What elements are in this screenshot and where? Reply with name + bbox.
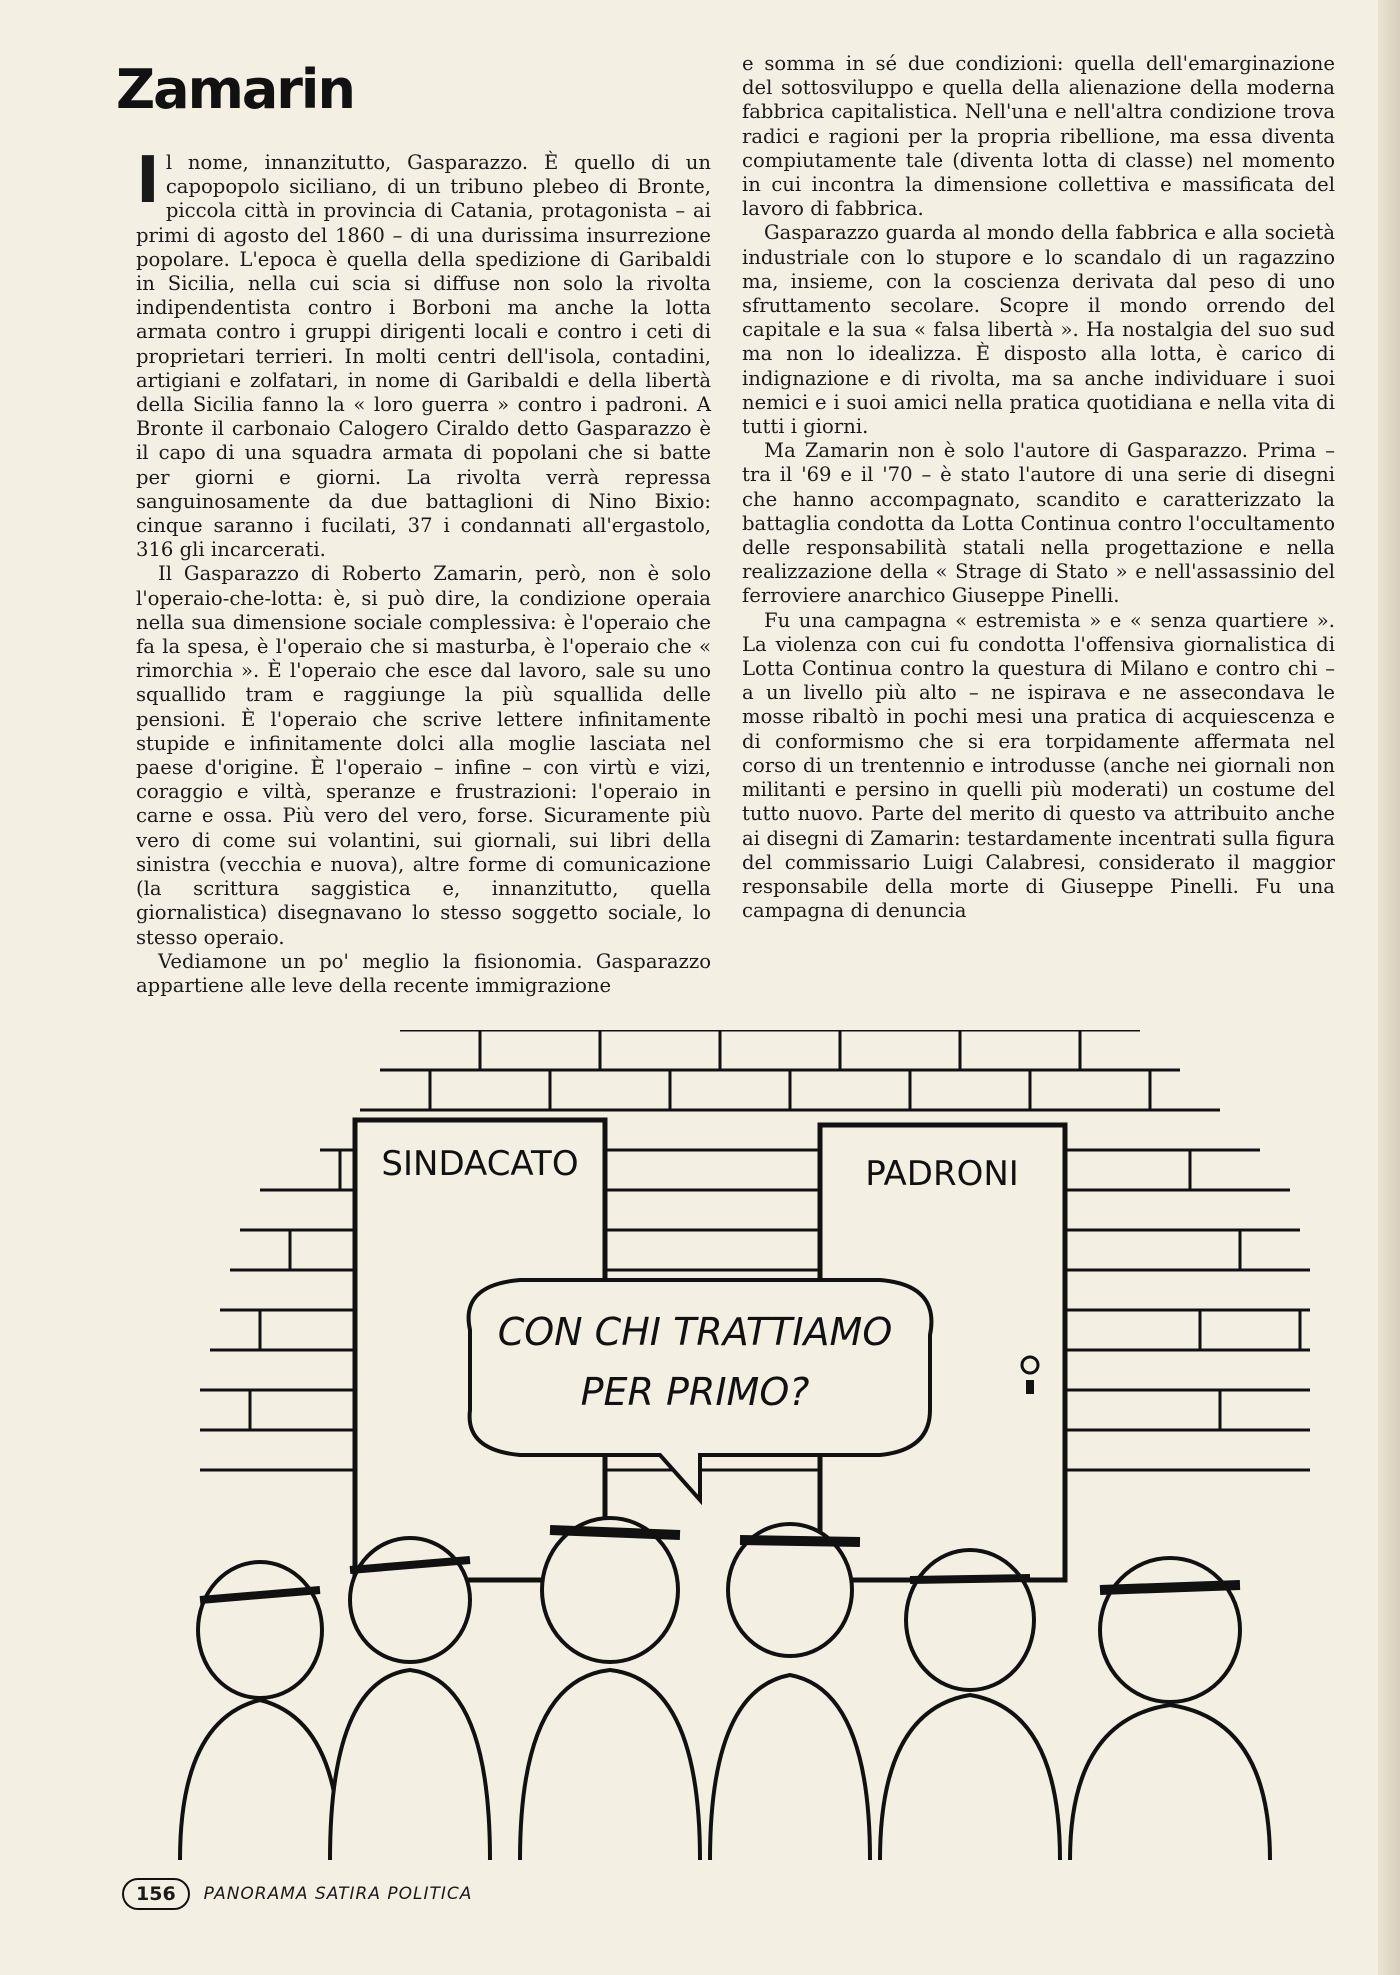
worker-figure: [520, 1518, 700, 1860]
paragraph-1-text: l nome, innanzitutto, Gasparazzo. È quello di un capopopolo siciliano, di un tribuno plebeo di Bronte, piccola città in provincia di Catania, protagonista – ai primi di agosto del 1860 – di una durissima insurrezione popolare. L'epoca è quella della spedizione di Garibaldi in Sicilia, nella cui scia si diffuse non solo la rivolta indipendentista contro i Borboni ma anche la lotta armata contro i gruppi dirigenti locali e contro i ceti di proprietari terrieri. In molti centri dell'isola, contadini, artigiani e zolfatari, in nome di Garibaldi e della libertà della Sicilia fanno la « loro guerra » contro i padroni. A Bronte il carbonaio Calogero Ciraldo detto Gasparazzo è il capo di una squadra armata di popolani che si batte per giorni e giorni. La rivolta verrà repressa sanguinosamente da due battaglioni di Nino Bixio: cinque saranno i fucilati, 37 i condannati all'ergastolo, 316 gli incarcerati.: [136, 151, 711, 562]
page-number: 156: [122, 1878, 190, 1910]
article-title: Zamarin: [116, 58, 354, 121]
worker-figure: [180, 1562, 340, 1860]
page-footer: [122, 1878, 472, 1910]
cartoon-illustration: [140, 1030, 1330, 1860]
worker-figure: [880, 1550, 1060, 1860]
door-left-label: SINDACATO: [381, 1144, 579, 1184]
speech-line-1: CON CHI TRATTIAMO: [497, 1310, 893, 1354]
left-column: [136, 144, 711, 998]
speech-line-2: PER PRIMO?: [580, 1370, 810, 1414]
paragraph-6: Ma Zamarin non è solo l'autore di Gasparazzo. Prima – tra il '69 e il '70 – è stato l'autore di una serie di disegni che hanno accompagnato, scandito e caratterizzato la battaglia condotta da Lotta Continua contro l'occultamento delle responsabilità statali nella progettazione e nella realizzazione della « Strage di Stato » e nell'assassinio del ferroviere anarchico Giuseppe Pinelli.: [742, 439, 1335, 608]
paragraph-3: Vediamone un po' meglio la fisionomia. Gasparazzo appartiene alle leve della recente immigrazione: [136, 949, 711, 997]
paragraph-7: Fu una campagna « estremista » e « senza quartiere ». La violenza con cui fu condotta l'offensiva giornalistica di Lotta Continua contro la questura di Milano e contro chi – a un livello più alto – ne ispirava e ne assecondava le mosse ribaltò in pochi mesi una pratica di acquiescenza e di conformismo che si era torpidamente affermata nel corso di un trentennio e introdusse (anche nei giornali non militanti e persino in quelli più moderati) un costume del tutto nuovo. Parte del merito di questo va attribuito anche ai disegni di Zamarin: testardamente incentrati sulla figura del commissario Luigi Calabresi, considerato il maggior responsabile della morte di Giuseppe Pinelli. Fu una campagna di denuncia: [742, 608, 1335, 923]
worker-figure: [710, 1524, 870, 1860]
door-right-label: PADRONI: [865, 1154, 1019, 1194]
workers-group: [180, 1518, 1270, 1860]
paragraph-1: [136, 144, 711, 562]
drop-cap: I: [136, 144, 160, 218]
right-column: [742, 52, 1335, 923]
worker-figure: [1070, 1558, 1270, 1860]
paragraph-4: e somma in sé due condizioni: quella dell'emarginazione del sottosviluppo e quella della alienazione della moderna fabbrica capitalistica. Nell'una e nell'altra condizione trova radici e ragioni per la propria ribellione, ma essa diventa compiutamente tale (diventa lotta di classe) nel momento in cui incontra la dimensione collettiva e massificata del lavoro di fabbrica.: [742, 52, 1335, 221]
page-edge: [1378, 0, 1400, 1975]
publication-name: PANORAMA SATIRA POLITICA: [203, 1884, 473, 1904]
paragraph-5: Gasparazzo guarda al mondo della fabbrica e alla società industriale con lo stupore e lo scandalo di un ragazzino ma, insieme, con la coscienza derivata dal peso di uno sfruttamento secolare. Scopre il mondo orrendo del capitale e la sua « falsa libertà ». Ha nostalgia del suo sud ma non lo idealizza. È disposto alla lotta, è carico di indignazione e di rivolta, ma sa anche individuare i suoi nemici e i suoi amici nella pratica quotidiana e nella vita di tutti i giorni.: [742, 221, 1335, 439]
paragraph-2: Il Gasparazzo di Roberto Zamarin, però, non è solo l'operaio-che-lotta: è, si può dire, la condizione operaia nella sua dimensione sociale complessiva: è l'operaio che fa la spesa, è l'operaio che si masturba, è l'operaio che « rimorchia ». È l'operaio che esce dal lavoro, sale su uno squallido tram e raggiunge la più squallida delle pensioni. È l'operaio che scrive lettere infinitamente stupide e infinitamente dolci alla moglie lasciata nel paese d'origine. È l'operaio – infine – con virtù e vizi, coraggio e viltà, speranze e frustrazioni: l'operaio in carne e ossa. Più vero del vero, forse. Sicuramente più vero di come sui volantini, sui giornali, sui libri della sinistra (vecchia e nuova), altre forme di comunicazione (la scrittura saggistica e, innanzitutto, quella giornalistica) disegnavano lo stesso soggetto sociale, lo stesso operaio.: [136, 562, 711, 949]
keyhole-icon: [1026, 1380, 1034, 1394]
worker-figure: [330, 1538, 490, 1860]
